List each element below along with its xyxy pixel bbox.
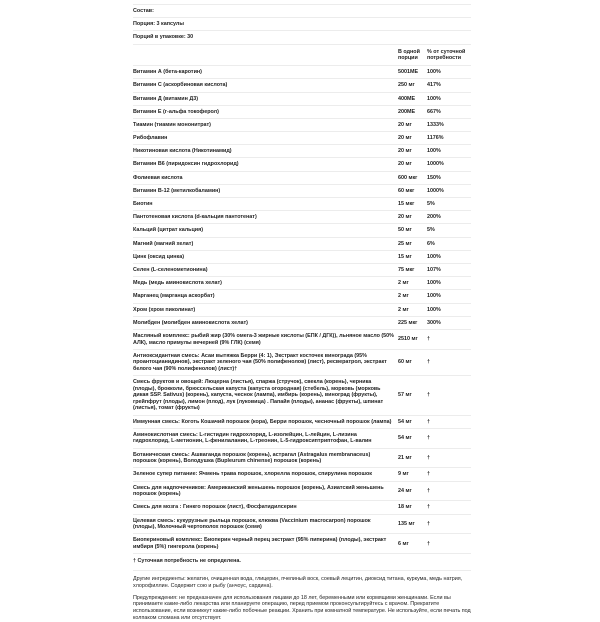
table-row — [133, 415, 471, 428]
table-row — [133, 289, 471, 302]
nutrient-daily-value: 200% — [427, 214, 471, 221]
nutrient-amount: 2 мг — [398, 307, 427, 314]
nutrient-name: Смесь для надпочечников: Американский женьшень порошок (корень), Азиатский женьшень порошок (корень) — [133, 485, 398, 498]
nutrient-name: Кальций (цитрат кальция) — [133, 227, 398, 234]
nutrient-name: Тиамин (тиамин мононитрат) — [133, 122, 398, 129]
nutrient-amount: 2 мг — [398, 293, 427, 300]
nutrient-daily-value: 5% — [427, 201, 471, 208]
table-row — [133, 237, 471, 250]
table-row — [133, 92, 471, 105]
nutrient-name: Смесь для мозга : Гинкго порошок (лист), Фосфатидилсерин — [133, 504, 398, 511]
table-row — [133, 144, 471, 157]
nutrient-amount: 54 мг — [398, 419, 427, 426]
nutrient-daily-value: 100% — [427, 307, 471, 314]
table-row — [133, 197, 471, 210]
supplement-facts — [133, 4, 471, 622]
nutrient-name: Смесь фруктов и овощей: Люцерна (листья), спаржа (стручок), свекла (корень), черника (плоды), брокколи, брюссельская капуста (капуста огородная) (стебель), морковь (морковь дикая SSP. Sativus) (корень), капуста, чеснок (лампа), имбирь (корень), виноград (фрукты), грейпфрут (плоды), лимон (плод), лук (луковица) . Папайя (плоды), ананас (фрукты), шпинат (листья), томат (фрукты) — [133, 379, 398, 412]
nutrient-daily-value: 667% — [427, 109, 471, 116]
nutrient-daily-value: 1333% — [427, 122, 471, 129]
table-row — [133, 263, 471, 276]
serving-size-text: Порция: 3 капсулы — [133, 21, 184, 28]
table-row — [133, 78, 471, 91]
table-row — [133, 533, 471, 553]
table-row — [133, 329, 471, 349]
nutrient-amount: 135 мг — [398, 521, 427, 528]
nutrient-name: Ботаническая смесь: Ашваганда порошок (корень), астрагал (Astragalus membranaceus) порошок (корень), Володушка (Bupleurum chinense) порошок (корень) — [133, 452, 398, 465]
serving-size — [133, 17, 471, 30]
nutrient-amount: 250 мг — [398, 82, 427, 89]
column-header-daily-value: % от суточной потребности — [427, 49, 471, 63]
nutrient-amount: 20 мг — [398, 135, 427, 142]
table-row — [133, 171, 471, 184]
table-row — [133, 276, 471, 289]
nutrient-amount: 20 мг — [398, 122, 427, 129]
nutrient-name: Никотиновая кислота (Никотинамид) — [133, 148, 398, 155]
nutrient-name: Магний (магний хелат) — [133, 241, 398, 248]
nutrient-daily-value: † — [427, 392, 471, 399]
nutrient-amount: 15 мкг — [398, 201, 427, 208]
nutrient-name: Витамин В6 (пиридоксин гидрохлорид) — [133, 161, 398, 168]
nutrient-daily-value: 1176% — [427, 135, 471, 142]
nutrient-name: Селен (L-селенометионина) — [133, 267, 398, 274]
nutrient-name: Пантотеновая кислота (d-кальция пантотенат) — [133, 214, 398, 221]
nutrient-daily-value: 5% — [427, 227, 471, 234]
nutrient-daily-value: 417% — [427, 82, 471, 89]
nutrient-daily-value: 150% — [427, 175, 471, 182]
table-row — [133, 250, 471, 263]
table-row — [133, 184, 471, 197]
nutrient-daily-value: † — [427, 455, 471, 462]
nutrient-name: Иммунная смесь: Коготь Кошачий порошок (кора), Берри порошок, чесночный порошок (лампа) — [133, 419, 398, 426]
nutrient-daily-value: † — [427, 541, 471, 548]
nutrient-amount: 20 мг — [398, 161, 427, 168]
nutrient-daily-value: 107% — [427, 267, 471, 274]
nutrient-name: Хром (хром пиколинат) — [133, 307, 398, 314]
nutrient-daily-value: † — [427, 471, 471, 478]
nutrient-name: Биотин — [133, 201, 398, 208]
nutrient-amount: 20 мг — [398, 148, 427, 155]
nutrient-daily-value: 100% — [427, 69, 471, 76]
table-row — [133, 157, 471, 170]
nutrient-daily-value: 100% — [427, 280, 471, 287]
nutrient-daily-value: † — [427, 359, 471, 366]
nutrient-name: Масляный комплекс: рыбий жир (30% омега-3 жирные кислоты (ЕПК / ДГК)), льняное масло (50% АЛК), масло примулы вечерней (9% ГЛК) (семя) — [133, 333, 398, 346]
table-header — [133, 44, 471, 66]
table-row — [133, 223, 471, 236]
table-row — [133, 448, 471, 468]
nutrient-table-body — [133, 65, 471, 553]
table-row — [133, 349, 471, 375]
nutrient-amount: 225 мкг — [398, 320, 427, 327]
nutrient-name: Аминокислотная смесь: L-гистидин гидрохлорид, L-изолейцин, L-лейцин, L-лизина гидрохлорид, L-метионин, L-фенилаланин, L-треонин, L-5-гидроксиптриптофан, L-валин — [133, 432, 398, 445]
nutrient-daily-value: † — [427, 488, 471, 495]
table-row — [133, 467, 471, 480]
nutrient-name: Фолиевая кислота — [133, 175, 398, 182]
nutrient-amount: 5001МЕ — [398, 69, 427, 76]
nutrient-amount: 75 мкг — [398, 267, 427, 274]
servings-per-container-text: Порций в упаковке: 30 — [133, 34, 193, 41]
nutrient-name: Медь (медь аминокислота хелат) — [133, 280, 398, 287]
nutrient-name: Зеленое супер питание: Ячмень трава порошок, хлорелла порошок, спирулина порошок — [133, 471, 398, 478]
nutrient-amount: 54 мг — [398, 435, 427, 442]
nutrient-amount: 25 мг — [398, 241, 427, 248]
nutrient-name: Марганец (марганца аскорбат) — [133, 293, 398, 300]
nutrient-daily-value: 100% — [427, 148, 471, 155]
table-row — [133, 514, 471, 534]
nutrient-amount: 24 мг — [398, 488, 427, 495]
servings-per-container — [133, 30, 471, 43]
nutrient-daily-value: 100% — [427, 254, 471, 261]
nutrient-daily-value: † — [427, 521, 471, 528]
nutrient-daily-value: 100% — [427, 293, 471, 300]
nutrient-amount: 600 мкг — [398, 175, 427, 182]
nutrient-amount: 18 мг — [398, 504, 427, 511]
table-row — [133, 481, 471, 501]
nutrient-amount: 60 мг — [398, 359, 427, 366]
column-header-amount: В одной порции — [398, 49, 427, 63]
table-row — [133, 118, 471, 131]
nutrient-name: Молибден (молибден аминокислота хелат) — [133, 320, 398, 327]
nutrient-amount: 57 мг — [398, 392, 427, 399]
nutrient-amount: 9 мг — [398, 471, 427, 478]
nutrient-daily-value: 100% — [427, 96, 471, 103]
table-row — [133, 105, 471, 118]
nutrient-name: Витамин А (бета-каротин) — [133, 69, 398, 76]
nutrient-daily-value: † — [427, 435, 471, 442]
nutrient-daily-value: 300% — [427, 320, 471, 327]
warnings: Предупреждения: не предназначен для использования лицами до 18 лет, беременными или кормящими женщинами. Если вы принимаете какие-либо лекарства или планируете операцию, перед приемом проконсультируйтесь с врачом. Прекратите использование, если возникнут какие-либо побочные реакции. Хранить при комнатной температуре. Не используйте, если печать под колпаком сломана или отсутствует. — [133, 590, 471, 622]
table-row — [133, 428, 471, 448]
composition-text: Состав: — [133, 8, 154, 15]
nutrient-amount: 2 мг — [398, 280, 427, 287]
nutrient-name: Витамин Е (г-альфа токоферол) — [133, 109, 398, 116]
nutrient-daily-value: † — [427, 419, 471, 426]
other-ingredients: Другие ингредиенты: желатин, очищенная вода, глицерин, пчелиный воск, соевый лецитин, диоксид титана, куркума, медь натрия, хлорофиллин. Содержит сою и рыбу (анчоус, сардина). — [133, 571, 471, 590]
nutrient-amount: 50 мг — [398, 227, 427, 234]
table-footnote: † Суточная потребность не определена. — [133, 553, 471, 571]
nutrient-daily-value: 1000% — [427, 188, 471, 195]
nutrient-name: Антиоксидантная смесь: Асаи вытяжка Берри (4: 1), Экстракт косточек винограда (95% проантоцианидинов), экстракт зеленого чая (50% полифенолов) (лист), ресвератрол, экстракт белого чая (90% полифенолов) (лист)† — [133, 353, 398, 373]
nutrient-name: Витамин Д (витамин Д3) — [133, 96, 398, 103]
nutrient-amount: 200МЕ — [398, 109, 427, 116]
table-row — [133, 375, 471, 415]
nutrient-amount: 2510 мг — [398, 336, 427, 343]
nutrient-name: Рибофлавин — [133, 135, 398, 142]
nutrient-daily-value: 1000% — [427, 161, 471, 168]
table-row — [133, 303, 471, 316]
nutrient-name: Биопериновый комплекс: Биоперин черный перец экстракт (95% пиперина) (плоды), экстракт имбиря (5%) гингерола (корень) — [133, 537, 398, 550]
nutrient-name: Витамин В-12 (метилкобаламин) — [133, 188, 398, 195]
nutrient-daily-value: † — [427, 336, 471, 343]
composition-label — [133, 4, 471, 17]
table-row — [133, 65, 471, 78]
table-row — [133, 210, 471, 223]
nutrient-name: Витамин С (аскорбиновая кислота) — [133, 82, 398, 89]
table-row — [133, 316, 471, 329]
nutrient-amount: 6 мг — [398, 541, 427, 548]
nutrient-amount: 20 мг — [398, 214, 427, 221]
nutrient-amount: 60 мкг — [398, 188, 427, 195]
nutrient-amount: 400МЕ — [398, 96, 427, 103]
nutrient-name: Целевая смесь: кукурузные рыльца порошок, клюква (Vaccinium macrocarpon) порошок (плоды), Молочный чертополох порошок (семя) — [133, 518, 398, 531]
nutrient-daily-value: 6% — [427, 241, 471, 248]
table-row — [133, 131, 471, 144]
nutrient-amount: 21 мг — [398, 455, 427, 462]
nutrient-daily-value: † — [427, 504, 471, 511]
table-row — [133, 500, 471, 513]
nutrient-amount: 15 мг — [398, 254, 427, 261]
nutrient-name: Цинк (оксид цинка) — [133, 254, 398, 261]
